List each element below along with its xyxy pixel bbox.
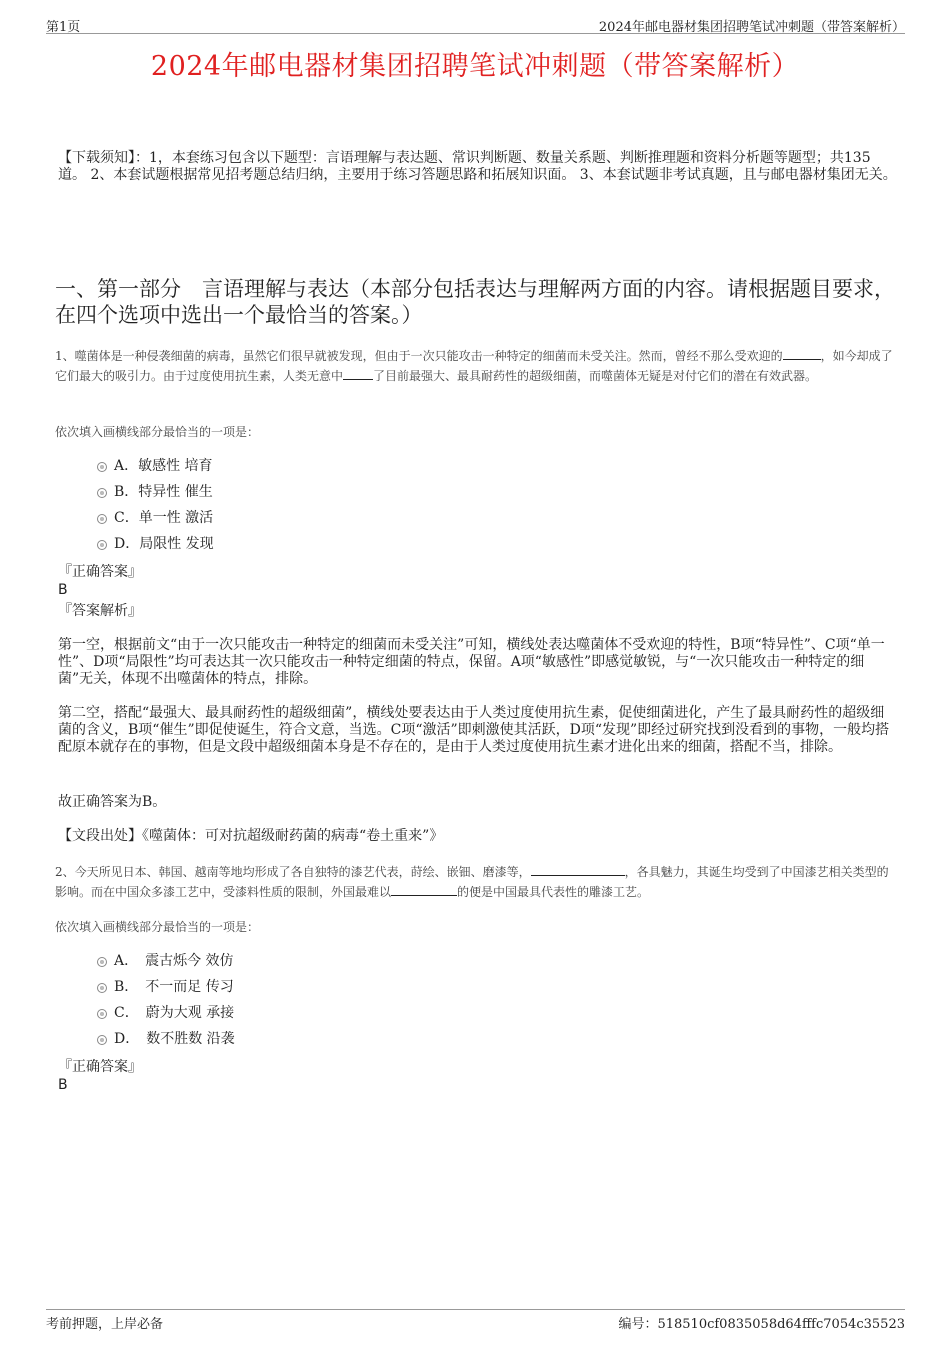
radio-icon[interactable] <box>97 1009 107 1019</box>
answer-value: B <box>58 582 68 598</box>
download-notice: 【下载须知】：1，本套练习包含以下题型：言语理解与表达题、常识判断题、数量关系题、判断推理题和资料分析题等题型；共135道。 2、本套试题根据常见招考题总结归纳，主要用于练习答题思路和拓展知识面。 3、本套试题非考试真题，且与邮电器材集团无关。 <box>58 150 897 183</box>
option-b[interactable]: B． 不一而足 传习 <box>97 973 235 999</box>
header-divider <box>46 33 905 34</box>
option-a[interactable]: A．敏感性 培育 <box>97 452 214 478</box>
radio-icon[interactable] <box>97 983 107 993</box>
radio-icon[interactable] <box>97 462 107 472</box>
analysis-label: 『答案解析』 <box>58 603 142 619</box>
question-2-prompt: 依次填入画横线部分最恰当的一项是： <box>55 920 260 934</box>
question-1-prompt: 依次填入画横线部分最恰当的一项是： <box>55 425 260 439</box>
footer-slogan: 考前押题，上岸必备 <box>46 1317 164 1332</box>
blank-1 <box>531 863 625 876</box>
answer-label: 『正确答案』 <box>58 564 142 580</box>
blank-2 <box>343 367 373 380</box>
footer-code: 编号：518510cf0835058d64fffc7054c35523 <box>618 1317 905 1332</box>
radio-icon[interactable] <box>97 514 107 524</box>
blank-1 <box>783 347 821 360</box>
blank-2 <box>391 883 457 896</box>
question-1-options <box>97 452 214 556</box>
answer-value: B <box>58 1077 68 1093</box>
option-d[interactable]: D． 数不胜数 沿袭 <box>97 1025 235 1051</box>
option-a[interactable]: A． 震古烁今 效仿 <box>97 947 235 973</box>
radio-icon[interactable] <box>97 540 107 550</box>
question-2-text: 2、今天所见日本、韩国、越南等地均形成了各自独特的漆艺代表，莳绘、嵌钿、磨漆等， ，各具魅力，其诞生均受到了中国漆艺相关类型的影响。而在中国众多漆工艺中，受漆料性质的限制，外国最难以 的便是中国最具代表性的雕漆工艺。 <box>55 865 889 899</box>
question-2-options <box>97 947 235 1051</box>
radio-icon[interactable] <box>97 957 107 967</box>
passage-source: 【文段出处】《噬菌体：可对抗超级耐药菌的病毒“卷土重来”》 <box>58 828 444 844</box>
option-c[interactable]: C． 蔚为大观 承接 <box>97 999 235 1025</box>
header-doc-title: 2024年邮电器材集团招聘笔试冲刺题（带答案解析） <box>598 20 905 35</box>
option-c[interactable]: C．单一性 激活 <box>97 504 214 530</box>
analysis-paragraph-2: 第二空，搭配“最强大、最具耐药性的超级细菌”，横线处要表达由于人类过度使用抗生素，促使细菌进化，产生了最具耐药性的超级细菌的含义，B项“催生”即促使诞生，符合文意，当选。C项“激活”即刺激使其活跃，D项“发现”即经过研究找到没看到的事物，一般均搭配原本就存在的事物，但是文段中超级细菌本身是不存在的，是由于人类过度使用抗生素才进化出来的细菌，搭配不当，排除。 <box>58 705 890 755</box>
question-1-text: 1、噬菌体是一种侵袭细菌的病毒，虽然它们很早就被发现，但由于一次只能攻击一种特定的细菌而未受关注。然而，曾经不那么受欢迎的 ，如今却成了它们最大的吸引力。由于过度使用抗生素，人类无意中 了目前最强大、最具耐药性的超级细菌，而噬菌体无疑是对付它们的潜在有效武器。 <box>55 349 893 383</box>
header-page-number: 第1页 <box>46 20 81 35</box>
answer-label: 『正确答案』 <box>58 1059 142 1075</box>
radio-icon[interactable] <box>97 488 107 498</box>
page-title: 2024年邮电器材集团招聘笔试冲刺题（带答案解析） <box>150 51 800 82</box>
section-heading: 一、第一部分 言语理解与表达（本部分包括表达与理解两方面的内容。请根据题目要求，在四个选项中选出一个最恰当的答案。） <box>55 277 895 327</box>
analysis-conclusion: 故正确答案为B。 <box>58 794 167 810</box>
analysis-paragraph-1: 第一空，根据前文“由于一次只能攻击一种特定的细菌而未受关注”可知，横线处表达噬菌体不受欢迎的特性，B项“特异性”、C项“单一性”、D项“局限性”均可表达其一次只能攻击一种特定细菌的特点，保留。A项“敏感性”即感觉敏锐，与“一次只能攻击一种特定的细菌”无关，体现不出噬菌体的特点，排除。 <box>58 637 885 687</box>
option-b[interactable]: B．特异性 催生 <box>97 478 214 504</box>
option-d[interactable]: D．局限性 发现 <box>97 530 214 556</box>
radio-icon[interactable] <box>97 1035 107 1045</box>
footer-divider <box>46 1309 905 1310</box>
